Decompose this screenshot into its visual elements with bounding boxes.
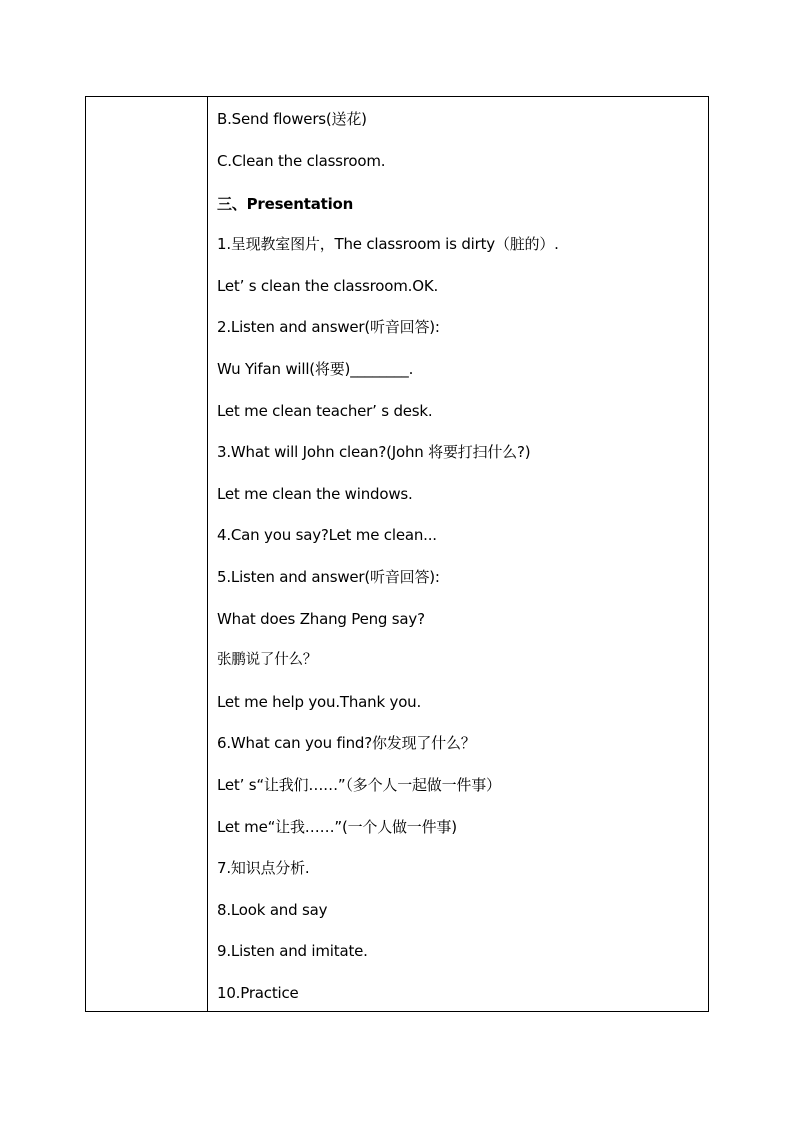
step-1-dialogue: Let’ s clean the classroom.OK. xyxy=(217,277,439,295)
step-3-dialogue: Let me clean the windows. xyxy=(217,485,413,503)
step-5-question-chinese: 张鹏说了什么？ xyxy=(217,652,318,668)
step-6-let-me-explanation: Let me“让我……”(一个人做一件事) xyxy=(217,818,457,836)
step-3-line: 3.What will John clean?(John 将要打扫什么?) xyxy=(217,443,531,461)
section-heading-presentation: 三、Presentation xyxy=(217,195,354,213)
step-5-line: 5.Listen and answer(听音回答): xyxy=(217,568,440,586)
option-b-line: B.Send flowers(送花) xyxy=(217,110,367,128)
step-1-line: 1.呈现教室图片，The classroom is dirty（脏的）. xyxy=(217,235,559,253)
lesson-plan-table xyxy=(85,96,709,1012)
step-5-dialogue: Let me help you.Thank you. xyxy=(217,693,422,711)
table-left-column xyxy=(86,97,208,1011)
step-9-line: 9.Listen and imitate. xyxy=(217,942,368,960)
step-10-line: 10.Practice xyxy=(217,984,299,1002)
step-5-question: What does Zhang Peng say? xyxy=(217,610,425,628)
step-6-lets-explanation: Let’ s“让我们……”（多个人一起做一件事） xyxy=(217,776,501,794)
step-2-blank-line: Wu Yifan will(将要)________. xyxy=(217,360,414,378)
table-content-cell xyxy=(208,97,708,1011)
step-4-line: 4.Can you say?Let me clean... xyxy=(217,526,437,544)
step-6-line: 6.What can you find?你发现了什么？ xyxy=(217,734,476,752)
step-7-line: 7.知识点分析. xyxy=(217,859,310,877)
step-2-line: 2.Listen and answer(听音回答): xyxy=(217,318,440,336)
option-c-line: C.Clean the classroom. xyxy=(217,152,386,170)
step-2-dialogue: Let me clean teacher’ s desk. xyxy=(217,402,433,420)
step-8-line: 8.Look and say xyxy=(217,901,328,919)
